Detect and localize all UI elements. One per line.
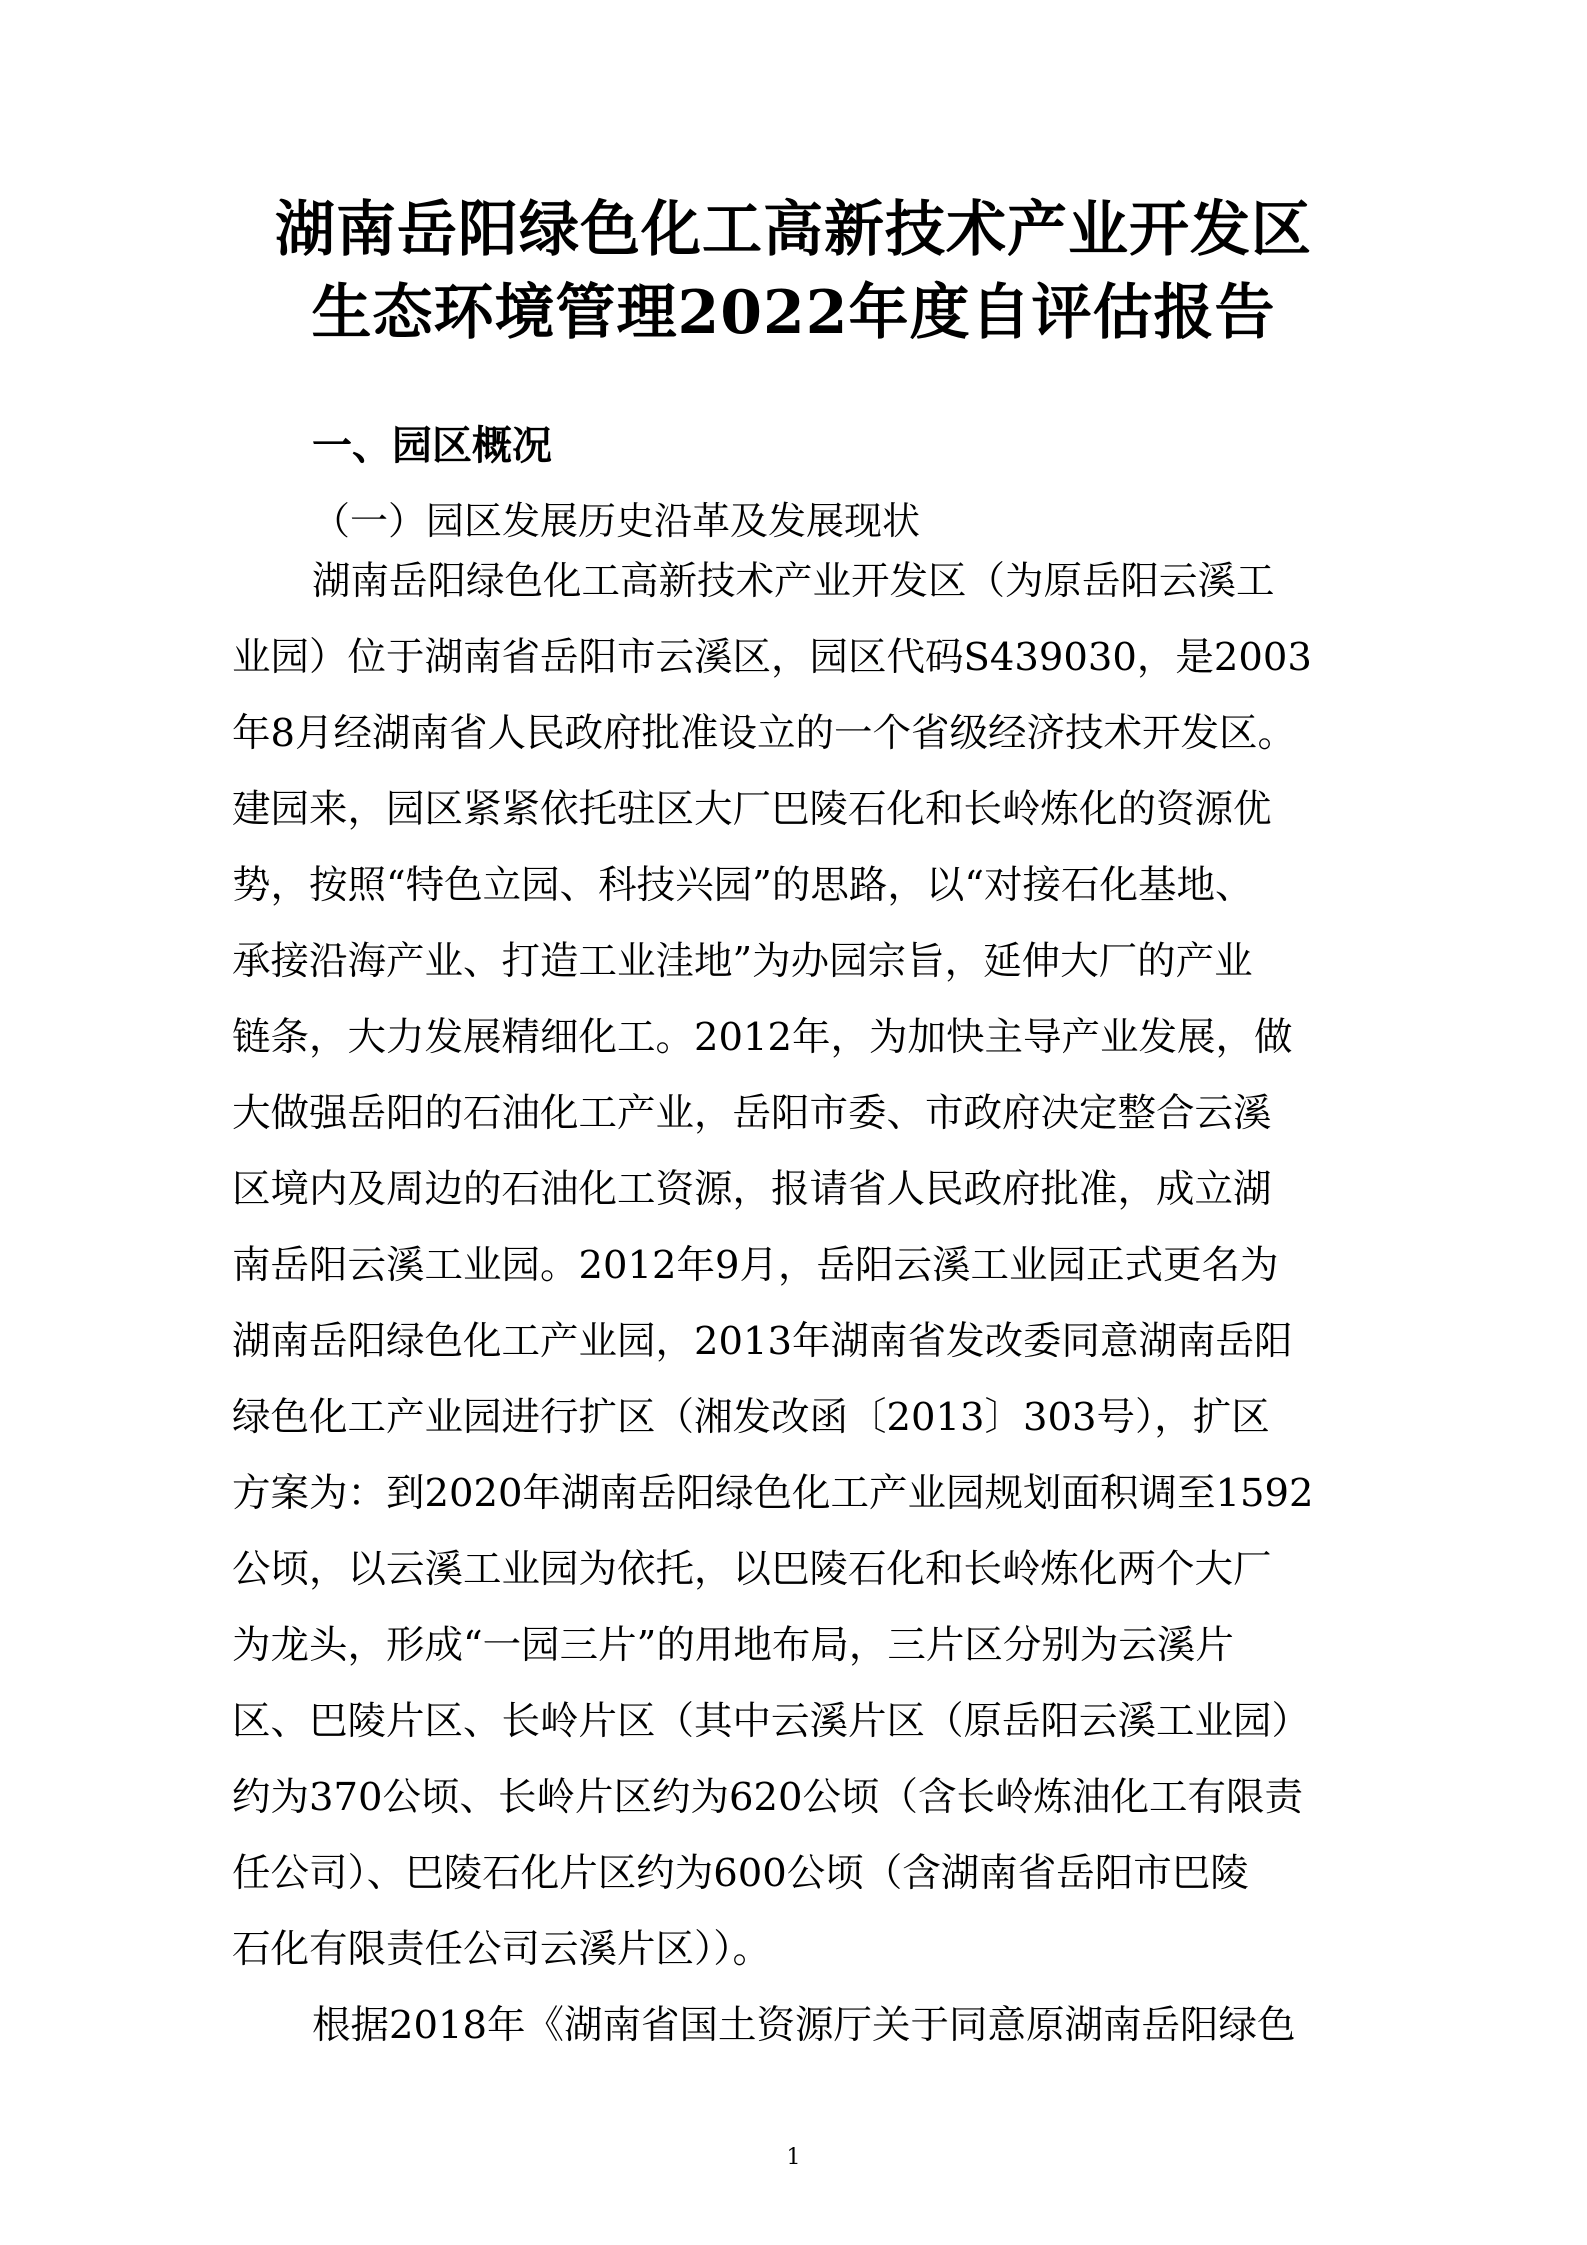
body-line: 湖南岳阳绿色化工产业园，2013年湖南省发改委同意湖南岳阳 — [232, 1319, 1293, 1364]
section-heading: 一、园区概况 — [312, 423, 552, 469]
body-line: 区、巴陵片区、长岭片区（其中云溪片区（原岳阳云溪工业园） — [232, 1699, 1311, 1744]
body-line: 业园）位于湖南省岳阳市云溪区，园区代码S439030，是2003 — [232, 635, 1312, 680]
body-line: 约为370公顷、长岭片区约为620公顷（含长岭炼油化工有限责 — [232, 1775, 1303, 1820]
body-line: 为龙头，形成“一园三片”的用地布局，三片区分别为云溪片 — [232, 1623, 1234, 1668]
body-line: 南岳阳云溪工业园。2012年9月，岳阳云溪工业园正式更名为 — [232, 1243, 1279, 1288]
body-line: 链条，大力发展精细化工。2012年，为加快主导产业发展，做 — [232, 1015, 1293, 1060]
body-line: 势，按照“特色立园、科技兴园”的思路，以“对接石化基地、 — [232, 863, 1254, 908]
body-line: 建园来，园区紧紧依托驻区大厂巴陵石化和长岭炼化的资源优 — [232, 787, 1272, 832]
body-line: 区境内及周边的石油化工资源，报请省人民政府批准，成立湖 — [232, 1167, 1272, 1212]
subsection-heading: （一）园区发展历史沿革及发展现状 — [312, 499, 921, 543]
page-number: 1 — [786, 2145, 801, 2170]
body-line: 方案为：到2020年湖南岳阳绿色化工产业园规划面积调至1592 — [232, 1471, 1314, 1516]
body-line: 承接沿海产业、打造工业洼地”为办园宗旨，延伸大厂的产业 — [232, 939, 1253, 984]
body-line: 绿色化工产业园进行扩区（湘发改函〔2013〕303号），扩区 — [232, 1395, 1270, 1440]
body-line: 公顷，以云溪工业园为依托，以巴陵石化和长岭炼化两个大厂 — [232, 1547, 1272, 1592]
body-line: 根据2018年《湖南省国土资源厅关于同意原湖南岳阳绿色 — [312, 2003, 1296, 2048]
body-line: 大做强岳阳的石油化工产业，岳阳市委、市政府决定整合云溪 — [232, 1091, 1272, 1136]
body-line: 年8月经湖南省人民政府批准设立的一个省级经济技术开发区。 — [232, 711, 1296, 756]
body-line: 任公司）、巴陵石化片区约为600公顷（含湖南省岳阳市巴陵 — [232, 1851, 1249, 1896]
body-line: 湖南岳阳绿色化工高新技术产业开发区（为原岳阳云溪工 — [312, 559, 1275, 604]
report-title-line-1: 湖南岳阳绿色化工高新技术产业开发区 — [275, 195, 1312, 265]
report-title-line-2: 生态环境管理2022年度自评估报告 — [311, 278, 1276, 348]
body-line: 石化有限责任公司云溪片区））。 — [232, 1927, 772, 1972]
